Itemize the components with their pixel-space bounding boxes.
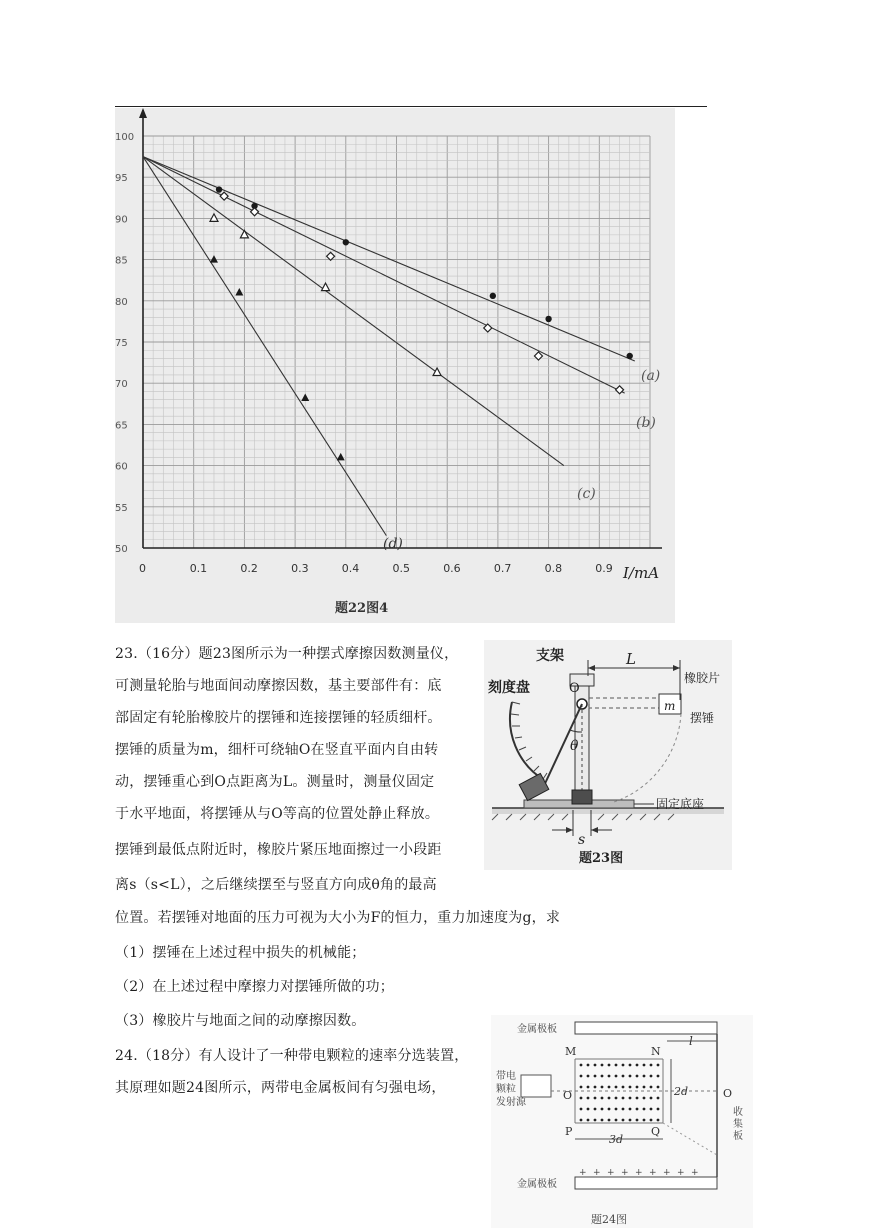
figure-22: [115, 108, 675, 623]
field-dot: [580, 1097, 583, 1100]
field-dot: [636, 1119, 639, 1122]
field-dot: [657, 1119, 660, 1122]
field-dot: [629, 1075, 632, 1078]
field-dot: [601, 1097, 604, 1100]
field-dot: [622, 1075, 625, 1078]
x-tick-label: 0.3: [291, 562, 309, 575]
field-dot: [636, 1097, 639, 1100]
field-dot: [636, 1075, 639, 1078]
curve-label-b: (b): [636, 415, 656, 431]
field-dot: [615, 1119, 618, 1122]
label-base: 固定底座: [656, 797, 705, 811]
data-point-c: [210, 214, 218, 222]
field-dot: [657, 1097, 660, 1100]
y-tick-label: 90: [115, 214, 128, 226]
field-dot: [629, 1097, 632, 1100]
svg-text:+: +: [691, 1168, 699, 1178]
label-collector-3: 板: [733, 1131, 743, 1142]
q23-line-3: 部固定有轮胎橡胶片的摆锤和连接摆锤的轻质细杆。: [115, 710, 442, 726]
label-support: 支架: [536, 648, 564, 664]
label-3d: 3d: [609, 1133, 624, 1146]
y-tick-label: 50: [115, 544, 128, 555]
field-dot: [657, 1086, 660, 1089]
label-n: N: [651, 1045, 661, 1058]
field-dot: [615, 1108, 618, 1111]
label-p: P: [565, 1125, 573, 1138]
field-dot: [594, 1119, 597, 1122]
q23-line-4: 摆锤的质量为m，细杆可绕轴O在竖直平面内自由转: [115, 742, 439, 758]
field-dot: [643, 1086, 646, 1089]
field-dot: [608, 1086, 611, 1089]
data-point-c: [240, 230, 248, 238]
field-dot: [622, 1108, 625, 1111]
field-dot: [608, 1108, 611, 1111]
label-o-right: O: [723, 1087, 733, 1100]
trajectory: [663, 1123, 717, 1155]
label-2d: 2d: [674, 1085, 689, 1098]
data-point-d: [337, 453, 345, 461]
y-tick-label: 65: [115, 420, 128, 432]
field-dot: [657, 1064, 660, 1067]
field-dot: [650, 1075, 653, 1078]
field-dot: [650, 1097, 653, 1100]
field-dot: [594, 1108, 597, 1111]
label-pivot: O: [569, 681, 580, 696]
label-collector-2: 集: [733, 1119, 743, 1130]
field-dot: [580, 1119, 583, 1122]
field-dots: [580, 1064, 660, 1122]
label-dial: 刻度盘: [488, 680, 530, 696]
field-dot: [608, 1075, 611, 1078]
field-dot: [615, 1075, 618, 1078]
label-length: L: [626, 650, 636, 668]
field-dot: [587, 1086, 590, 1089]
q23-line-7: 摆锤到最低点附近时，橡胶片紧压地面擦过一小段距: [115, 842, 442, 858]
x-tick-label: 0.2: [240, 562, 258, 575]
field-dot: [608, 1097, 611, 1100]
figure-22-caption: 题22图4: [335, 601, 389, 616]
field-dot: [636, 1064, 639, 1067]
field-dot: [587, 1108, 590, 1111]
q23-sub-3: （3）橡胶片与地面之间的动摩擦因数。: [115, 1013, 366, 1029]
field-dot: [615, 1064, 618, 1067]
figure-24-caption: 题24图: [591, 1213, 627, 1226]
particle-source: [521, 1075, 551, 1097]
x-tick-label: 0.8: [544, 562, 563, 575]
x-tick-label: 0.6: [443, 562, 461, 575]
data-point-d: [235, 288, 243, 296]
q23-sub-2: （2）在上述过程中摩擦力对摆锤所做的功；: [115, 979, 394, 995]
top-plate: [575, 1022, 717, 1034]
field-dot: [580, 1075, 583, 1078]
svg-text:+: +: [663, 1168, 671, 1178]
bottom-plate: [575, 1177, 717, 1189]
y-tick-label: 100: [115, 132, 135, 143]
q23-line-2: 可测量轮胎与地面间动摩擦因数，基主要部件有：底: [115, 678, 442, 694]
x-tick-label: 0.7: [493, 562, 512, 575]
field-dot: [650, 1108, 653, 1111]
q23-line-1: 23.（16分）题23图所示为一种摆式摩擦因数测量仪，: [115, 646, 459, 662]
y-tick-label: 95: [115, 173, 128, 185]
data-point-b: [251, 208, 259, 216]
data-point-b: [484, 324, 492, 332]
svg-text:+: +: [579, 1168, 587, 1178]
label-top-plate: 金属极板: [517, 1024, 557, 1035]
field-dot: [650, 1064, 653, 1067]
data-point-d: [301, 394, 309, 402]
field-dot: [587, 1119, 590, 1122]
fit-line-c: [143, 157, 564, 466]
x-tick-label: 0.5: [392, 562, 410, 575]
field-dot: [629, 1086, 632, 1089]
y-axis-arrow: [139, 108, 147, 118]
field-dot: [622, 1119, 625, 1122]
data-point-c: [433, 368, 441, 376]
y-tick-label: 70: [115, 379, 128, 391]
label-bottom-plate: 金属极板: [517, 1179, 557, 1190]
field-dot: [601, 1086, 604, 1089]
rod-dashed: [589, 698, 659, 708]
q23-line-8: 离s（s<L），之后继续摆至与竖直方向成θ角的最高: [115, 877, 437, 893]
x-tick-label: 0.9: [595, 562, 613, 575]
data-point-a: [490, 293, 496, 299]
field-dot: [601, 1075, 604, 1078]
label-o-left: O: [563, 1089, 573, 1102]
label-rubber: 橡胶片: [684, 671, 721, 685]
svg-text:+: +: [649, 1168, 657, 1178]
data-point-b: [327, 252, 335, 260]
field-dot: [657, 1108, 660, 1111]
x-axis-label: I/mA: [623, 564, 660, 582]
field-dot: [580, 1086, 583, 1089]
q23-line-9: 位置。若摆锤对地面的压力可视为大小为F的恒力，重力加速度为g，求: [115, 910, 561, 926]
field-dot: [643, 1097, 646, 1100]
svg-text:+: +: [635, 1168, 643, 1178]
field-dot: [587, 1097, 590, 1100]
svg-text:+: +: [607, 1168, 615, 1178]
field-dot: [636, 1086, 639, 1089]
plus-signs: [579, 1168, 699, 1178]
label-source-1: 带电: [496, 1071, 516, 1082]
q24-line-2: 其原理如题24图所示，两带电金属板间有匀强电场，: [115, 1080, 446, 1096]
header-rule: [115, 106, 707, 107]
label-mass: m: [664, 699, 676, 713]
fit-line-a: [143, 157, 635, 361]
label-pendulum: 摆锤: [690, 711, 715, 725]
field-dot: [587, 1064, 590, 1067]
label-source-2: 颗粒: [496, 1084, 516, 1095]
figure-23: [484, 640, 732, 870]
q23-line-6: 于水平地面，将摆锤从与O等高的位置处静止释放。: [115, 806, 440, 822]
label-collector-1: 收: [733, 1107, 743, 1118]
ground-hatch: [492, 814, 674, 820]
y-tick-label: 85: [115, 255, 128, 267]
field-dot: [587, 1075, 590, 1078]
figure-23-diagram: [484, 640, 732, 870]
field-dot: [594, 1064, 597, 1067]
label-theta: θ: [570, 738, 579, 754]
curve-label-c: (c): [577, 486, 596, 502]
field-dot: [601, 1108, 604, 1111]
field-dot: [608, 1064, 611, 1067]
field-dot: [643, 1075, 646, 1078]
field-dot: [629, 1119, 632, 1122]
figure-24: [491, 1015, 753, 1228]
field-dot: [643, 1064, 646, 1067]
y-tick-label: 80: [115, 296, 128, 308]
q24-line-1: 24.（18分）有人设计了一种带电颗粒的速率分选装置，: [115, 1048, 469, 1064]
field-dot: [657, 1075, 660, 1078]
field-dot: [615, 1097, 618, 1100]
field-dot: [580, 1108, 583, 1111]
data-point-d: [210, 255, 218, 263]
field-dot: [629, 1064, 632, 1067]
field-dot: [643, 1108, 646, 1111]
field-dot: [622, 1064, 625, 1067]
field-dot: [594, 1097, 597, 1100]
y-tick-label: 55: [115, 502, 128, 514]
field-dot: [629, 1108, 632, 1111]
svg-text:+: +: [593, 1168, 601, 1178]
field-dot: [615, 1086, 618, 1089]
figure-24-diagram: [491, 1015, 753, 1228]
fit-line-b: [143, 157, 625, 393]
x-tick-label: 0: [139, 562, 146, 575]
curve-label-d: (d): [383, 536, 403, 552]
field-dot: [650, 1086, 653, 1089]
data-point-a: [545, 316, 551, 322]
data-point-a: [627, 353, 633, 359]
svg-text:+: +: [677, 1168, 685, 1178]
figure-22-chart: [115, 108, 675, 623]
field-dot: [636, 1108, 639, 1111]
field-dot: [580, 1064, 583, 1067]
label-m: M: [565, 1045, 577, 1058]
q23-line-5: 动，摆锤重心到O点距离为L。测量时，测量仪固定: [115, 774, 435, 790]
q23-sub-1: （1）摆锤在上述过程中损失的机械能；: [115, 945, 366, 961]
svg-text:+: +: [621, 1168, 629, 1178]
pendulum-bottom: [572, 790, 592, 804]
curve-label-a: (a): [641, 368, 661, 384]
field-dot: [608, 1119, 611, 1122]
field-dot: [643, 1119, 646, 1122]
data-point-a: [343, 239, 349, 245]
label-l: l: [689, 1034, 693, 1048]
field-dot: [594, 1075, 597, 1078]
field-dot: [622, 1086, 625, 1089]
y-tick-label: 60: [115, 461, 128, 473]
field-dot: [650, 1119, 653, 1122]
y-tick-label: 75: [115, 338, 128, 349]
data-point-a: [216, 186, 222, 192]
data-point-b: [220, 192, 228, 200]
label-q: Q: [651, 1125, 661, 1138]
dial-arc: [510, 702, 544, 780]
field-dot: [601, 1064, 604, 1067]
x-tick-label: 0.1: [189, 562, 208, 575]
swing-arc: [614, 714, 681, 802]
data-point-b: [616, 386, 624, 394]
x-tick-label: 0.4: [341, 562, 360, 575]
label-s: s: [578, 832, 586, 848]
field-dot: [622, 1097, 625, 1100]
field-dot: [601, 1119, 604, 1122]
data-point-b: [534, 352, 542, 360]
label-source-3: 发射源: [496, 1097, 526, 1108]
figure-23-caption: 题23图: [579, 851, 624, 866]
field-dot: [594, 1086, 597, 1089]
